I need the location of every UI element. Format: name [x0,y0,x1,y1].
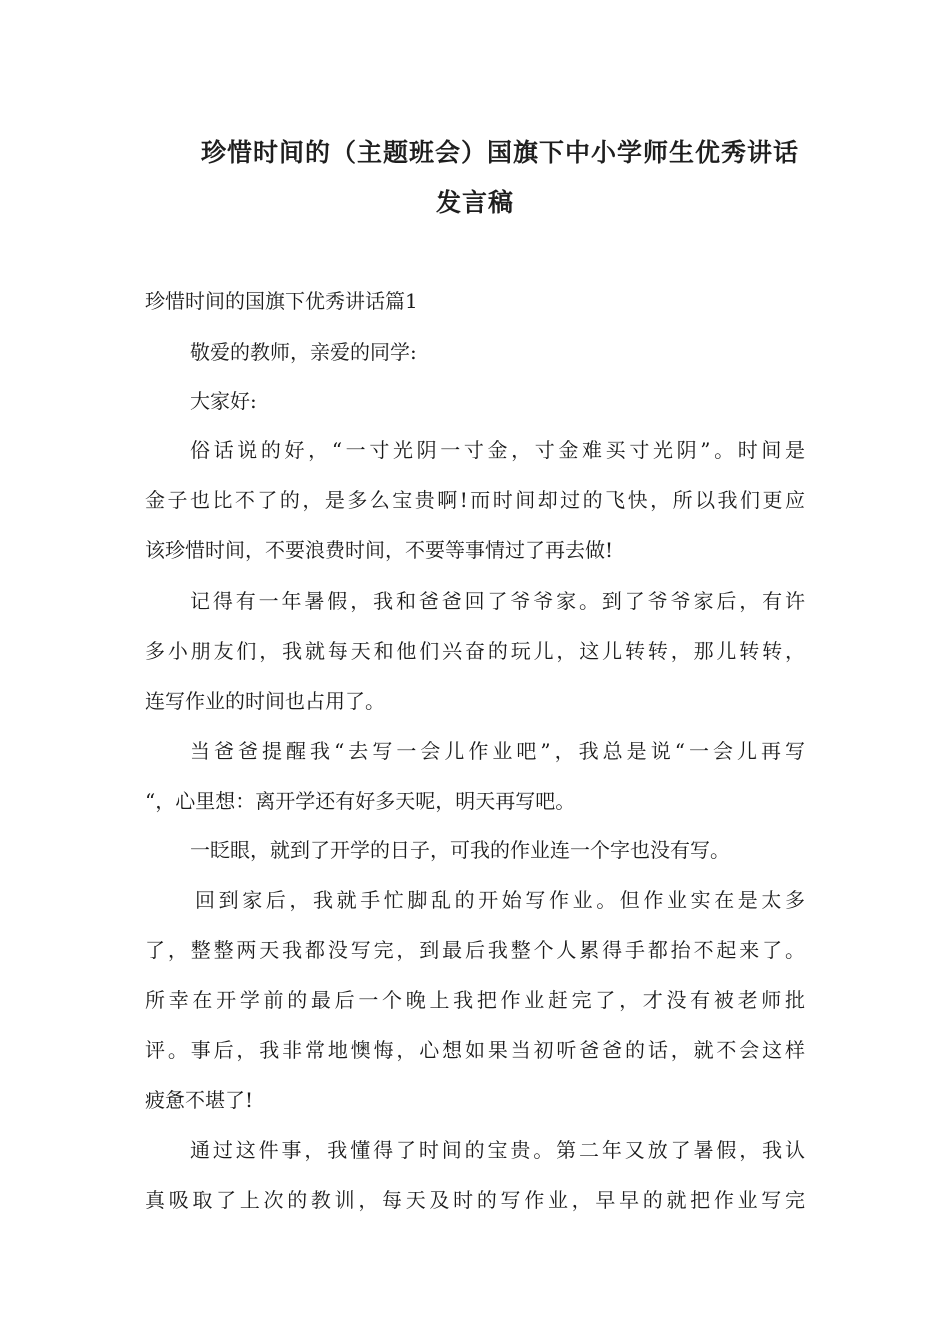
body-line: 连写作业的时间也占用了。 [145,689,385,713]
document-title-line-1: 珍惜时间的（主题班会）国旗下中小学师生优秀讲话 [200,138,799,167]
body-line: 评。事后，我非常地懊悔，心想如果当初听爸爸的话，就不会这样 [145,1038,805,1062]
body-line: 了，整整两天我都没写完，到最后我整个人累得手都抬不起来了。 [145,938,805,962]
body-line: 大家好: [190,389,257,413]
body-line: 该珍惜时间，不要浪费时间，不要等事情过了再去做! [145,538,614,562]
body-line: 回到家后，我就手忙脚乱的开始写作业。但作业实在是太多 [195,888,805,912]
body-line: “，心里想：离开学还有好多天呢，明天再写吧。 [145,789,576,813]
body-line: 敬爱的教师，亲爱的同学: [190,340,417,364]
body-line: 所幸在开学前的最后一个晚上我把作业赶完了，才没有被老师批 [145,988,805,1012]
body-line: 多小朋友们，我就每天和他们兴奋的玩儿，这儿转转，那儿转转， [145,639,805,663]
section-heading: 珍惜时间的国旗下优秀讲话篇1 [145,289,418,313]
body-line: 疲惫不堪了! [145,1088,254,1112]
body-line: 当爸爸提醒我“去写一会儿作业吧”，我总是说“一会儿再写 [190,739,805,763]
body-line: 通过这件事，我懂得了时间的宝贵。第二年又放了暑假，我认 [190,1138,805,1162]
body-line: 金子也比不了的，是多么宝贵啊!而时间却过的飞快，所以我们更应 [145,488,805,512]
body-line: 俗话说的好，“一寸光阴一寸金，寸金难买寸光阴”。时间是 [190,438,805,462]
document-title-line-2: 发言稿 [435,188,514,217]
body-line: 记得有一年暑假，我和爸爸回了爷爷家。到了爷爷家后，有许 [190,589,805,613]
body-line: 一眨眼，就到了开学的日子，可我的作业连一个字也没有写。 [190,838,730,862]
body-line: 真吸取了上次的教训，每天及时的写作业，早早的就把作业写完 [145,1188,805,1212]
